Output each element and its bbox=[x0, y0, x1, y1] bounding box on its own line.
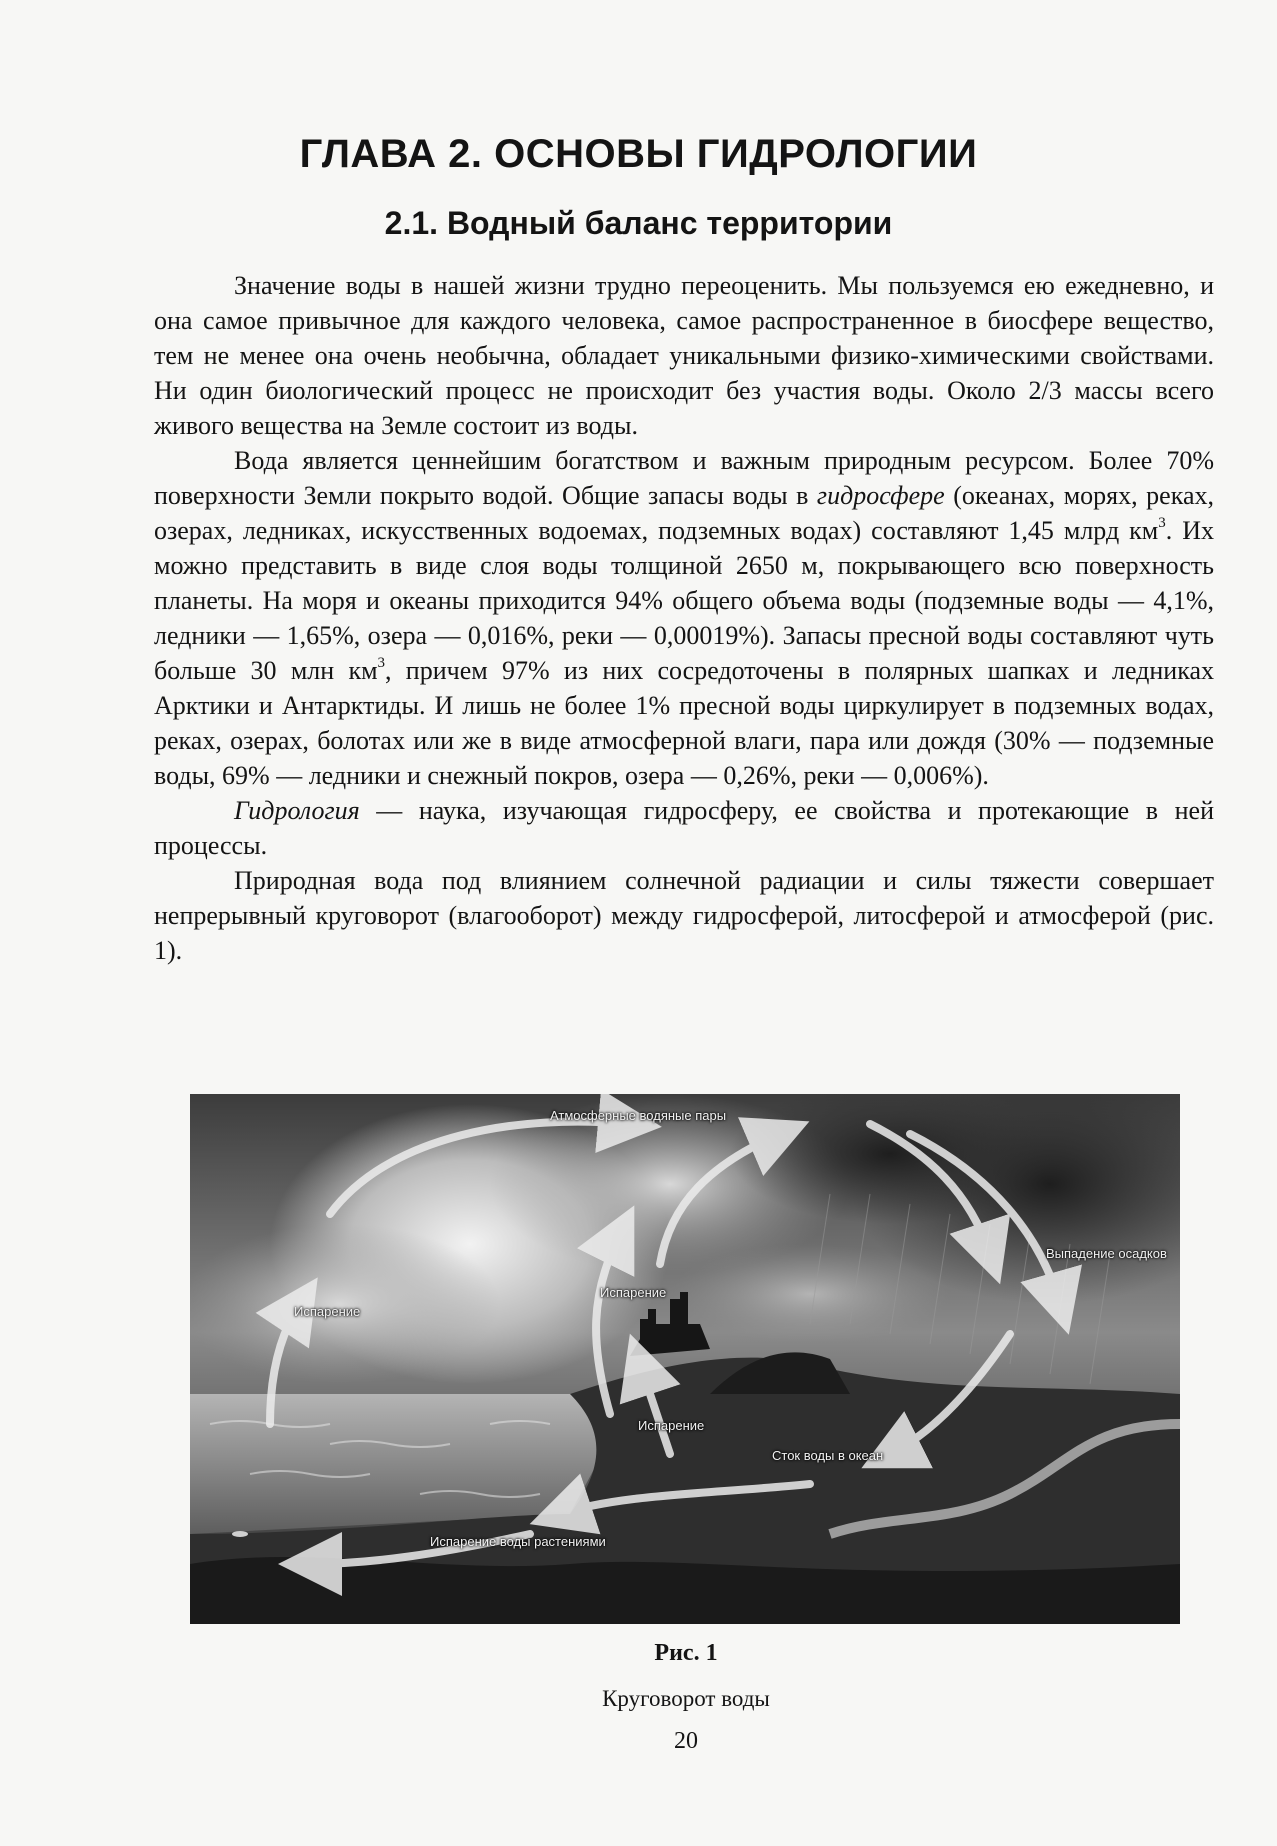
paragraph-2: Вода является ценнейшим богатством и важным природным ресурсом. Более 70% поверхности Земли покрыто водой. Общие запасы воды в гидросфере (океанах, морях, реках, озерах, ледниках, искусственных водоемах, подземных водах) составляют 1,45 млрд $км^3$. Их можно представить в виде слоя воды толщиной 2650 м, покрывающего всю поверхность планеты. На моря и океаны приходится 94% общего объема воды (подземные воды — 4,1%, ледники — 1,65%, озера — 0,016%, реки — 0,00019%). Запасы пресной воды составляют чуть больше 30 млн $км^3$, причем 97% из них сосредоточены в полярных шапках и ледниках Арктики и Антарктиды. И лишь не более 1% пресной воды циркулирует в подземных водах, реках, озерах, болотах или же в виде атмосферной влаги, пара или дождя (30% — подземные воды, 69% — ледники и снежный покров, озера — 0,26%, реки — 0,006%). bbox=[154, 446, 1214, 790]
term-hydrosphere: гидросфере bbox=[816, 481, 945, 510]
body-text bbox=[154, 268, 1214, 968]
label-evaporation-left: Испарение bbox=[294, 1304, 361, 1319]
water-cycle-figure bbox=[190, 1094, 1180, 1624]
label-plant-evaporation: Испарение воды растениями bbox=[430, 1534, 606, 1549]
label-runoff: Сток воды в океан bbox=[772, 1448, 884, 1463]
sea bbox=[190, 1394, 612, 1534]
section-title: 2.1. Водный баланс территории bbox=[384, 205, 893, 241]
paragraph-4: Природная вода под влиянием солнечной радиации и силы тяжести совершает непрерывный круговорот (влагооборот) между гидросферой, литосферой и атмосферой (рис. 1). bbox=[154, 866, 1214, 965]
paragraph-1: Значение воды в нашей жизни трудно переоценить. Мы пользуемся ею ежедневно, и она самое привычное для каждого человека, самое распространенное в биосфере вещество, тем не менее она очень необычна, обладает уникальными физико-химическими свойствами. Ни один биологический процесс не происходит без участия воды. Около 2/3 массы всего живого вещества на Земле состоит из воды. bbox=[154, 271, 1214, 440]
label-atmospheric-vapor: Атмосферные водяные пары bbox=[550, 1108, 727, 1123]
cloud bbox=[670, 1244, 950, 1344]
label-evaporation-center: Испарение bbox=[600, 1285, 667, 1300]
label-evaporation-bottom: Испарение bbox=[638, 1418, 705, 1433]
water-cycle-illustration bbox=[190, 1094, 1180, 1624]
figure-number: Рис. 1 bbox=[654, 1640, 718, 1666]
boat bbox=[232, 1531, 248, 1537]
page-number: 20 bbox=[674, 1728, 698, 1754]
figure-caption: Круговорот воды bbox=[602, 1686, 770, 1711]
chapter-title: ГЛАВА 2. ОСНОВЫ ГИДРОЛОГИИ bbox=[299, 132, 978, 176]
paragraph-3: Гидрология — наука, изучающая гидросферу, ее свойства и протекающие в ней процессы. bbox=[154, 796, 1214, 860]
term-hydrology: Гидрология bbox=[234, 796, 360, 825]
label-precipitation: Выпадение осадков bbox=[1046, 1246, 1167, 1261]
